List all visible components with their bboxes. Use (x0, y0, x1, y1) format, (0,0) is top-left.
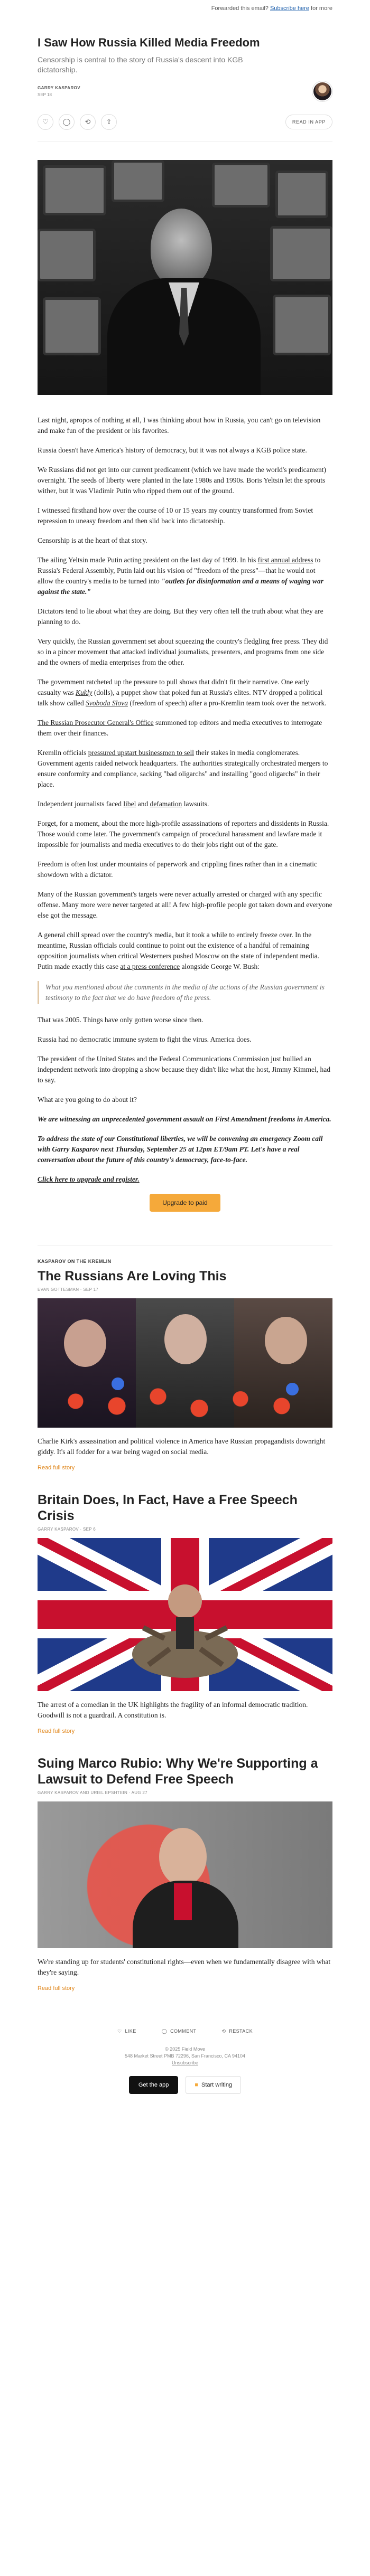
copyright-block (38, 2046, 332, 2067)
paragraph: A general chill spread over the country's media, but it took a while to entirely freeze over. In the meantime, Russian officials could continue to point out the existence of a handful of remaining opposition journalists when critical Westerners pushed Moscow on the state of independent media. Putin made exactly this case at a press conference alongside George W. Bush: (38, 931, 319, 970)
paragraph: Freedom is often lost under mountains of paperwork and crippling fines rather than in a cinematic showdown with a dictator. (38, 860, 317, 879)
comment-icon[interactable]: ◯ (59, 114, 75, 130)
post-title[interactable]: The Russians Are Loving This (38, 1269, 227, 1284)
post-image[interactable] (38, 1298, 332, 1428)
post-title[interactable]: Britain Does, In Fact, Have a Free Speech Crisis (38, 1493, 298, 1523)
post-meta: GARRY KASPAROV · SEP 6 (38, 1527, 96, 1532)
cta-wrap (38, 1194, 332, 1212)
read-more-link[interactable]: Read full story (38, 1985, 75, 1992)
article-title[interactable]: I Saw How Russia Killed Media Freedom (38, 36, 260, 49)
blockquote: What you mentioned about the comments in the media of the actions of the Russian government is testimony to the fact that we do have freedom of the press. (38, 981, 332, 1004)
share-icon[interactable]: ⇪ (101, 114, 117, 130)
post-excerpt: The arrest of a comedian in the UK highlights the fragility of an informal democratic tradition. Goodwill is not a guardrail. A constitution is. (38, 1701, 308, 1719)
paragraph: The Russian Prosecutor General's Office summoned top editors and media executives to interrogate them over their finances. (38, 719, 322, 737)
post-title[interactable]: Suing Marco Rubio: Why We're Supporting a Lawsuit to Defend Free Speech (38, 1756, 318, 1787)
article-body (38, 415, 332, 1185)
upgrade-register-link[interactable]: Click here to upgrade and register. (38, 1175, 140, 1183)
read-in-app-button[interactable]: READ IN APP (285, 115, 332, 129)
paragraph: The ailing Yeltsin made Putin acting president on the last day of 1999. In his first annual address to Russia's Federal Assembly, Putin laid out his vision of "freedom of the press"—that he would not allow the country's media to be turned into "outlets for disinformation and a means of waging war against the state." (38, 556, 323, 596)
paragraph: I witnessed firsthand how over the course of 10 or 15 years my country transformed from Soviet repression to uneasy freedom and then slid back into dictatorship. (38, 506, 313, 525)
upgrade-to-paid-button[interactable]: Upgrade to paid (150, 1194, 220, 1212)
paragraph: The president of the United States and the Federal Communications Commission just bullied an independent network into dropping a show because they didn't like what the host, Jimmy Kimmel, had to say. (38, 1055, 330, 1084)
svoboda-slova-link[interactable]: Svoboda Slova (86, 699, 128, 707)
byline-row (38, 81, 332, 101)
paragraph: Independent journalists faced libel and defamation lawsuits. (38, 800, 209, 808)
avatar[interactable] (312, 81, 332, 101)
subscribe-suffix: for more (311, 5, 332, 12)
heart-icon[interactable]: ♡ (38, 114, 53, 130)
forwarded-banner (38, 0, 332, 16)
author-name[interactable]: GARRY KASPAROV (38, 86, 81, 90)
paragraph: Russia had no democratic immune system to fight the virus. America does. (38, 1035, 252, 1043)
emphasis-paragraph: We are witnessing an unprecedented government assault on First Amendment freedoms in America. (38, 1115, 331, 1123)
content-column (38, 0, 332, 2094)
section-kicker[interactable]: KASPAROV ON THE KREMLIN (38, 1259, 112, 1264)
divider (38, 1245, 332, 1246)
get-the-app-button[interactable]: Get the app (129, 2076, 179, 2094)
paragraph: We Russians did not get into our current predicament (which we have made the world's predicament) overnight. The seeds of liberty were planted in the late 1980s and 1990s. Boris Yeltsin let the sprouts wither, but it was Vladimir Putin who ripped them out of the ground. (38, 466, 327, 495)
comment-icon: ◯ (161, 2028, 168, 2034)
post-image[interactable] (38, 1801, 332, 1948)
comment-button[interactable]: ◯ COMMENT (161, 2028, 197, 2034)
start-writing-button[interactable]: ■ Start writing (186, 2076, 241, 2094)
post-excerpt: Charlie Kirk's assassination and political violence in America have Russian propagandists downright giddy. It's all fodder for a war being waged on social media. (38, 1437, 326, 1456)
paragraph: The government ratcheted up the pressure to pull shows that didn't fit their narrative. One early casualty was Kukly (dolls), a puppet show that poked fun at Russia's elites. NTV dropped a political talk show called Svoboda Slova (freedom of speech) after a pro-Kremlin team took over the network. (38, 678, 327, 707)
paragraph: Last night, apropos of nothing at all, I was thinking about how in Russia, you can't go on television and make fun of the president or his favorites. (38, 416, 321, 435)
paragraph: Very quickly, the Russian government set about squeezing the country's fledgling free press. They did so in a pincer movement that attacked individual journalists, presenters, and programs from one side and the owners of media enterprises from the other. (38, 637, 328, 666)
paragraph: Many of the Russian government's targets were never actually arrested or charged with any specific offense. Many more were never targeted at all! A few high-profile people got taken down and everyone else got the message. (38, 890, 332, 919)
hero-image[interactable] (38, 160, 332, 395)
defamation-link[interactable]: defamation (150, 800, 182, 808)
related-post[interactable] (38, 1756, 332, 1992)
article-subtitle: Censorship is central to the story of Russia's descent into KGB dictatorship. (38, 55, 243, 74)
related-post[interactable] (38, 1492, 332, 1734)
kukly-link[interactable]: Kukly (75, 688, 92, 696)
store-row (38, 2076, 332, 2094)
emphasis-paragraph: To address the state of our Constitutional liberties, we will be convening an emergency Zoom call with Garry Kasparov next Thursday, September 25 at 12pm ET/9am PT. Let's have a real conversation about the future of this country's democracy, face-to-face. (38, 1135, 323, 1164)
paragraph: Forget, for a moment, about the more high-profile assassinations of reporters and dissidents in Russia. Those would come later. The government's campaign of procedural harassment and lawfare made it impossible for journalists and media executives to do their jobs right out of the gate. (38, 819, 329, 848)
forwarded-text: Forwarded this email? (211, 5, 269, 12)
unsubscribe-link[interactable]: Unsubscribe (171, 2060, 199, 2065)
union-jack-illustration (38, 1538, 332, 1691)
paragraph: That was 2005. Things have only gotten worse since then. (38, 1016, 204, 1024)
paragraph: Kremlin officials pressured upstart businessmen to sell their stakes in media conglomerates. Government agents raided network headquarters. The authorities strategically orchestrated mergers to ensure conformity and compliance, sacking "bad oligarchs" and installing "good oligarchs" in their place. (38, 749, 328, 788)
related-post[interactable] (38, 1259, 332, 1471)
paragraph: Russia doesn't have America's history of democracy, but it was not always a KGB police state. (38, 446, 307, 454)
paragraph: Censorship is at the heart of that story. (38, 536, 147, 544)
restack-button[interactable]: ⟲ RESTACK (221, 2028, 253, 2034)
address-text: 548 Market Street PMB 72296, San Francisco, CA 94104 (124, 2053, 246, 2059)
post-meta: GARRY KASPAROV AND URIEL EPSHTEIN · AUG 27 (38, 1790, 147, 1795)
post-excerpt: We're standing up for students' constitutional rights—even when we fundamentally disagree with what they're saying. (38, 1958, 331, 1976)
action-bar (38, 114, 332, 142)
subscribe-link[interactable]: Subscribe here (270, 5, 309, 12)
restack-icon: ⟲ (221, 2028, 226, 2034)
read-more-link[interactable]: Read full story (38, 1465, 75, 1471)
restack-icon[interactable]: ⟲ (80, 114, 96, 130)
paragraph: What are you going to do about it? (38, 1096, 137, 1103)
heart-icon: ♡ (117, 2028, 122, 2034)
post-date: SEP 18 (38, 92, 52, 97)
read-more-link[interactable]: Read full story (38, 1728, 75, 1734)
pressured-businessmen-link[interactable]: pressured upstart businessmen to sell (88, 749, 194, 757)
press-conference-link[interactable]: at a press conference (120, 963, 180, 970)
copyright-text: © 2025 Field Move (165, 2046, 205, 2052)
like-button[interactable]: ♡ LIKE (117, 2028, 136, 2034)
footer-actions (38, 2028, 332, 2034)
first-annual-address-link[interactable]: first annual address (257, 556, 313, 564)
substack-logo-icon: ■ (195, 2082, 199, 2088)
upgrade-paragraph (38, 1174, 332, 1185)
post-meta: EVAN GOTTESMAN · SEP 17 (38, 1287, 99, 1292)
prosecutor-general-link[interactable]: The Russian Prosecutor General's Office (38, 719, 154, 726)
paragraph: Dictators tend to lie about what they are doing. But they very often tell the truth about what they are planning to do. (38, 607, 323, 626)
libel-link[interactable]: libel (123, 800, 136, 808)
post-image[interactable] (38, 1538, 332, 1691)
